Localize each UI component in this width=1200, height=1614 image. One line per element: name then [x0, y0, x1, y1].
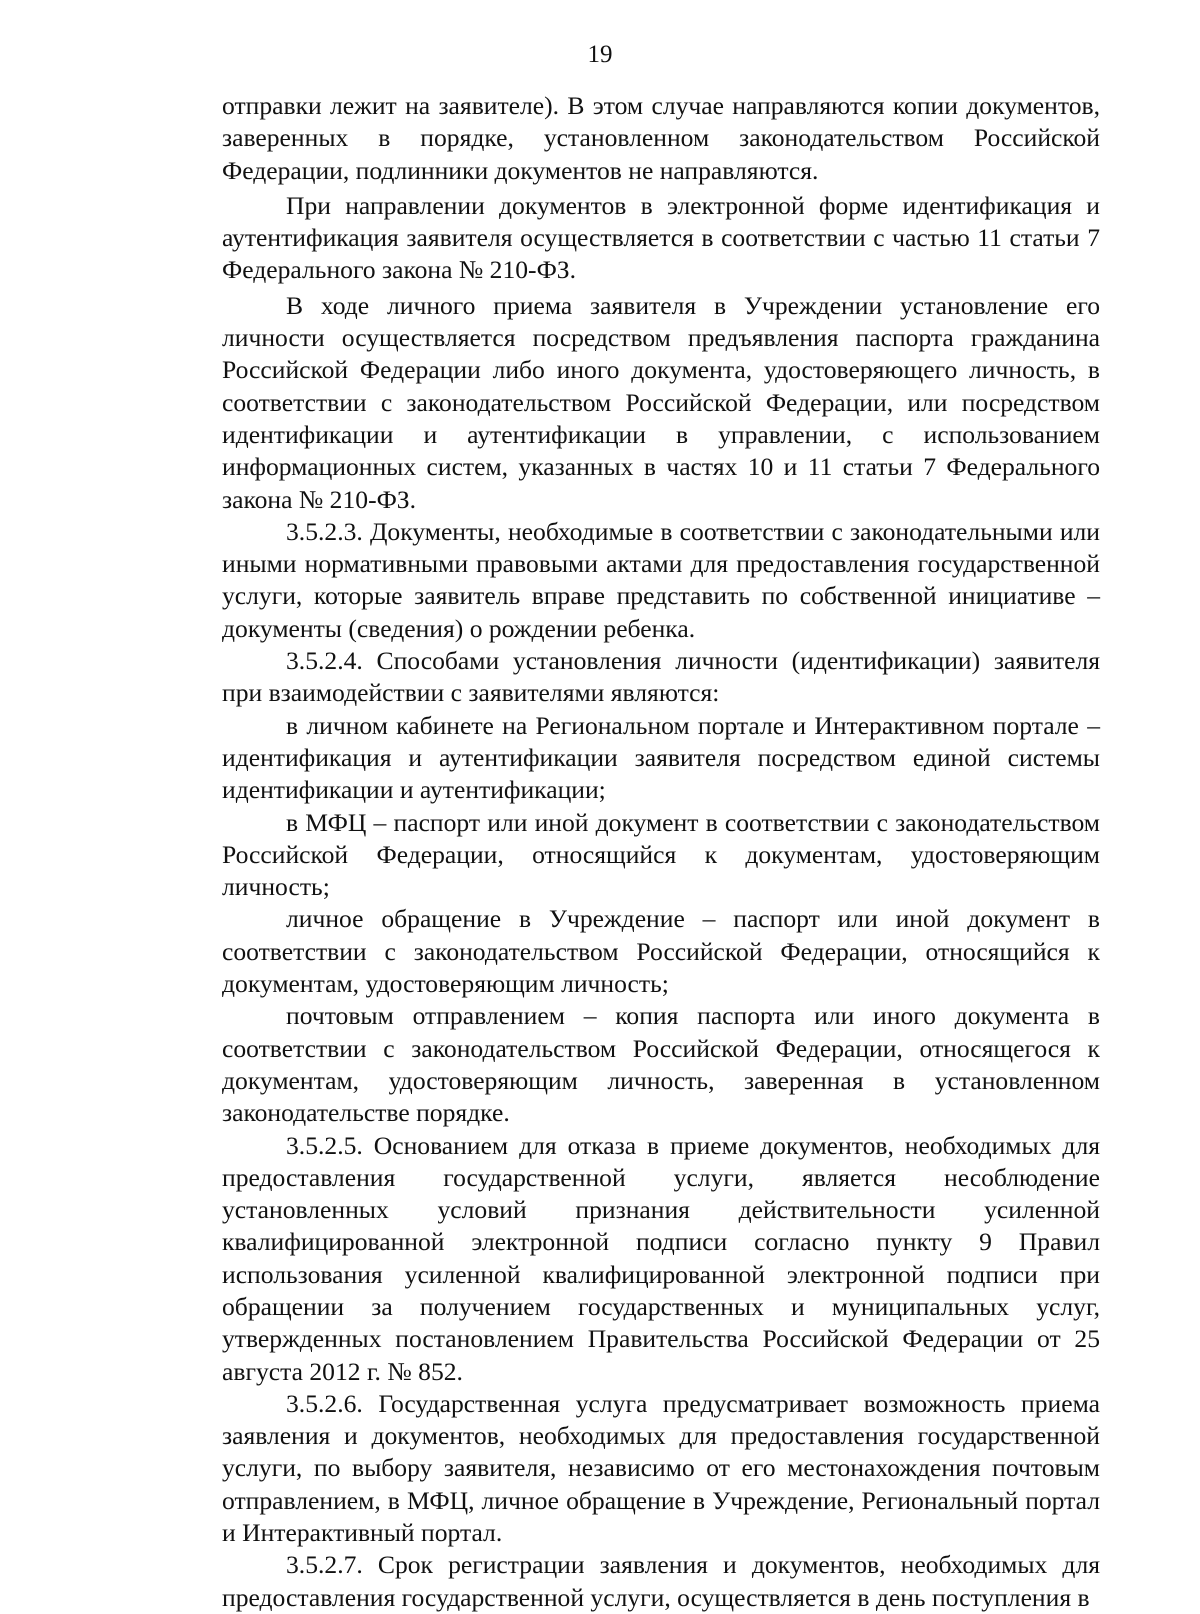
- paragraph: в МФЦ – паспорт или иной документ в соответствии с законодательством Российской Федерации, относящийся к документам, удостоверяющим личность;: [222, 807, 1100, 902]
- paragraph: В ходе личного приема заявителя в Учреждении установление его личности осуществляется посредством предъявления паспорта гражданина Российской Федерации либо иного документа, удостоверяющего личность, в соответствии с законодательством Российской Федерации, или посредством идентификации и аутентификации в управлении, с использованием информационных систем, указанных в частях 10 и 11 статьи 7 Федерального закона № 210-ФЗ.: [222, 290, 1100, 514]
- paragraph: При направлении документов в электронной форме идентификация и аутентификация заявителя осуществляется в соответствии с частью 11 статьи 7 Федерального закона № 210-ФЗ.: [222, 190, 1100, 285]
- paragraph: почтовым отправлением – копия паспорта или иного документа в соответствии с законодательством Российской Федерации, относящегося к документам, удостоверяющим личность, заверенная в установленном законодательстве порядке.: [222, 1001, 1100, 1128]
- document-body: [222, 90, 1100, 1614]
- paragraph: 3.5.2.3. Документы, необходимые в соответствии с законодательными или иными нормативными правовыми актами для предоставления государственной услуги, которые заявитель вправе представить по собственной инициативе – документы (сведения) о рождении ребенка.: [222, 516, 1100, 643]
- paragraph: 3.5.2.5. Основанием для отказа в приеме документов, необходимых для предоставления государственной услуги, является несоблюдение установленных условий признания действительности усиленной квалифицированной электронной подписи согласно пункту 9 Правил использования усиленной квалифицированной электронной подписи при обращении за получением государственных и муниципальных услуг, утвержденных постановлением Правительства Российской Федерации от 25 августа 2012 г. № 852.: [222, 1130, 1100, 1386]
- page-number: 19: [587, 41, 613, 68]
- paragraph: в личном кабинете на Региональном портале и Интерактивном портале – идентификация и аутентификации заявителя посредством единой системы идентификации и аутентификации;: [222, 710, 1100, 805]
- paragraph: 3.5.2.7. Срок регистрации заявления и документов, необходимых для предоставления государственной услуги, осуществляется в день поступления в: [222, 1550, 1100, 1612]
- paragraph: личное обращение в Учреждение – паспорт или иной документ в соответствии с законодательством Российской Федерации, относящийся к документам, удостоверяющим личность;: [222, 904, 1100, 999]
- paragraph: отправки лежит на заявителе). В этом случае направляются копии документов, заверенных в порядке, установленном законодательством Российской Федерации, подлинники документов не направляются.: [222, 91, 1100, 185]
- paragraph: 3.5.2.6. Государственная услуга предусматривает возможность приема заявления и документов, необходимых для предоставления государственной услуги, по выбору заявителя, независимо от его местонахождения почтовым отправлением, в МФЦ, личное обращение в Учреждение, Региональный портал и Интерактивный портал.: [222, 1388, 1100, 1548]
- paragraph: 3.5.2.4. Способами установления личности (идентификации) заявителя при взаимодействии с заявителями являются:: [222, 646, 1100, 708]
